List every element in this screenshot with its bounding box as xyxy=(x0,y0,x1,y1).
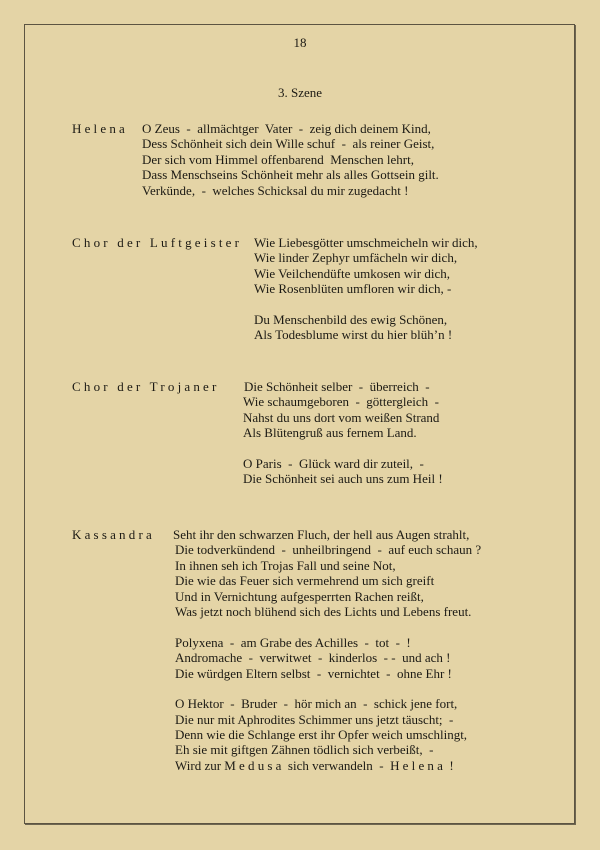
verse-line: Und in Vernichtung aufgesperrten Rachen reißt, xyxy=(175,588,424,604)
verse-line: O Hektor - Bruder - hör mich an - schick jene fort, xyxy=(175,696,458,712)
verse-line: Dess Schönheit sich dein Wille schuf - als reiner Geist, xyxy=(142,136,435,152)
verse-line: Dass Menschseins Schönheit mehr als alles Gottsein gilt. xyxy=(142,167,439,183)
verse-line: Wie schaumgeboren - göttergleich - xyxy=(243,394,439,410)
speaker-name: Kassandra xyxy=(72,527,155,542)
verse-line: Die würdgen Eltern selbst - vernichtet - ohne Ehr ! xyxy=(175,665,452,681)
verse-line: Seht ihr den schwarzen Fluch, der hell aus Augen strahlt, xyxy=(173,527,470,542)
verse-line: O Zeus - allmächtger Vater - zeig dich deinem Kind, xyxy=(142,121,431,136)
verse-line: Wie linder Zephyr umfächeln wir dich, xyxy=(254,250,458,266)
verse-line: Was jetzt noch blühend sich des Lichts und Lebens freut. xyxy=(175,603,472,619)
verse-line: Die Schönheit selber - überreich - xyxy=(244,379,430,394)
name-medusa: Medusa xyxy=(224,757,285,773)
verse-fragment: sich verwandeln - xyxy=(284,757,391,773)
stanza-gap xyxy=(175,681,481,696)
stanza-gap xyxy=(254,297,478,312)
speaker-name: Helena xyxy=(72,121,129,136)
verse-line: Andromache - verwitwet - kinderlos - - und ach ! xyxy=(175,650,451,666)
name-helena: Helena xyxy=(390,757,447,773)
verse-block xyxy=(142,121,439,198)
verse-line: Die Schönheit sei auch uns zum Heil ! xyxy=(243,471,443,487)
verse-line: Polyxena - am Grabe des Achilles - tot - ! xyxy=(175,634,411,650)
verse-line-final xyxy=(175,758,481,773)
verse-line: Die nur mit Aphrodites Schimmer uns jetzt täuscht; - xyxy=(175,711,454,727)
verse-line: Wie Rosenblüten umfloren wir dich, - xyxy=(254,281,452,297)
speaker-name: Chor der Trojaner xyxy=(72,379,220,394)
verse-line: Nahst du uns dort vom weißen Strand xyxy=(243,409,440,425)
verse-line: O Paris - Glück ward dir zuteil, - xyxy=(243,455,424,471)
verse-line: Die wie das Feuer sich vermehrend um sich greift xyxy=(175,573,435,589)
verse-line: Der sich vom Himmel offenbarend Menschen lehrt, xyxy=(142,151,414,167)
verse-fragment: Wird zur xyxy=(175,757,225,773)
verse-line: Eh sie mit giftgen Zähnen tödlich sich verbeißt, - xyxy=(175,742,434,758)
stanza-gap xyxy=(243,441,443,456)
scene-title: 3. Szene xyxy=(277,85,323,100)
verse-line: Als Blütengruß aus fernem Land. xyxy=(243,425,417,441)
verse-block xyxy=(254,235,478,343)
verse-line: Du Menschenbild des ewig Schönen, xyxy=(254,311,448,327)
verse-line: Wie Veilchendüfte umkosen wir dich, xyxy=(254,265,450,281)
verse-line: Wie Liebesgötter umschmeicheln wir dich, xyxy=(254,235,478,250)
verse-line: Verkünde, - welches Schicksal du mir zugedacht ! xyxy=(142,182,409,198)
verse-fragment: ! xyxy=(446,757,454,773)
speaker-name: Chor der Luftgeister xyxy=(72,235,243,250)
page-number: 18 xyxy=(293,35,307,50)
verse-block xyxy=(243,379,443,487)
verse-line: In ihnen seh ich Trojas Fall und seine Not, xyxy=(175,557,396,573)
verse-block xyxy=(175,527,481,773)
verse-line: Denn wie die Schlange erst ihr Opfer weich umschlingt, xyxy=(175,727,468,743)
verse-line: Als Todesblume wirst du hier blüh’n ! xyxy=(254,327,453,343)
verse-line: Die todverkündend - unheilbringend - auf euch schaun ? xyxy=(175,542,482,558)
stanza-gap xyxy=(175,619,481,634)
